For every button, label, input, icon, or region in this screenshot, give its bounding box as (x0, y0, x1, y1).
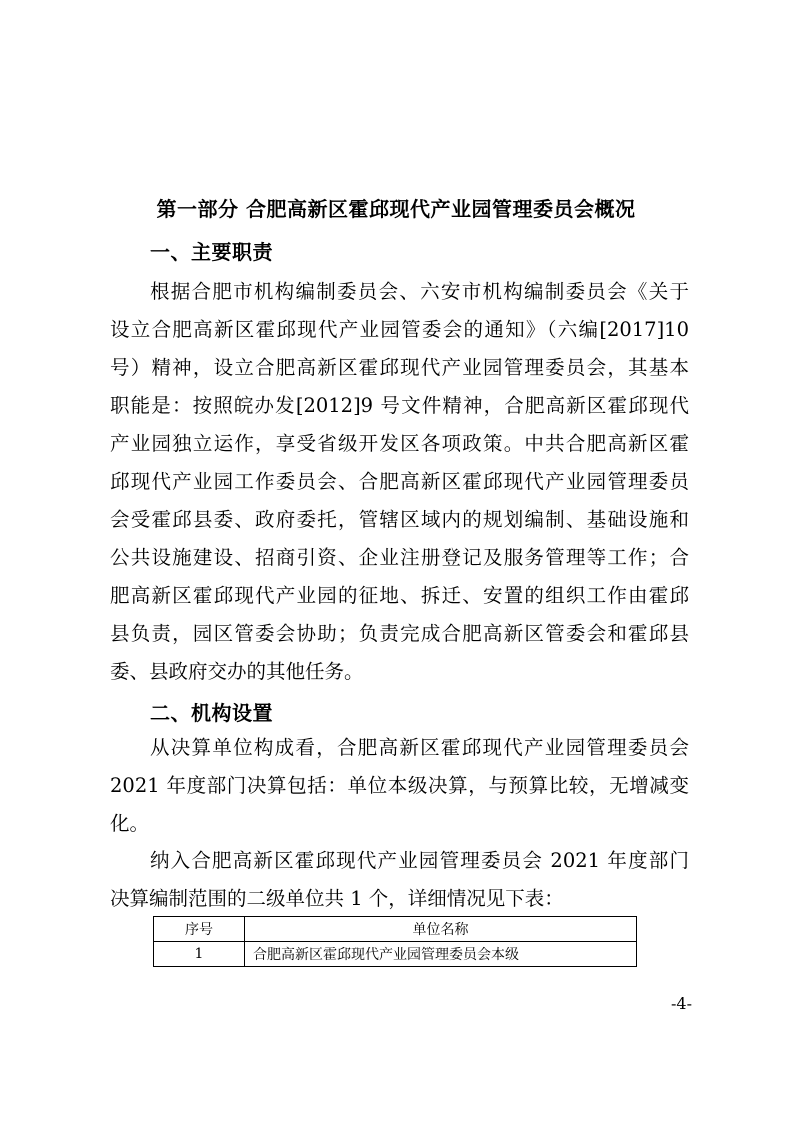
table-cell: 1 (154, 942, 245, 967)
page-title: 第一部分 合肥高新区霍邱现代产业园管理委员会概况 (156, 197, 636, 221)
paragraph-line: 县负责，园区管委会协助；负责完成合肥高新区管委会和霍邱县 (110, 622, 689, 645)
paragraph-line: 邱现代产业园工作委员会、合肥高新区霍邱现代产业园管理委员 (110, 470, 689, 493)
table-row (154, 942, 637, 967)
table-header-cell: 序号 (154, 917, 245, 942)
paragraph-line: 根据合肥市机构编制委员会、六安市机构编制委员会《关于 (150, 280, 689, 303)
paragraph-line: 产业园独立运作，享受省级开发区各项政策。中共合肥高新区霍 (110, 432, 689, 455)
paragraph-line: 职能是：按照皖办发[2012]9 号文件精神，合肥高新区霍邱现代 (110, 394, 689, 417)
paragraph-line: 纳入合肥高新区霍邱现代产业园管理委员会 2021 年度部门 (150, 849, 689, 872)
section-heading-organization: 二、机构设置 (150, 701, 273, 725)
section-heading-duties: 一、主要职责 (150, 240, 273, 264)
table-cell: 合肥高新区霍邱现代产业园管理委员会本级 (245, 942, 637, 967)
subunit-table (153, 916, 637, 967)
paragraph-line: 公共设施建设、招商引资、企业注册登记及服务管理等工作；合 (110, 546, 689, 569)
paragraph-line: 决算编制范围的二级单位共 1 个，详细情况见下表： (110, 887, 564, 910)
paragraph-line: 化。 (110, 812, 150, 835)
paragraph-line: 会受霍邱县委、政府委托，管辖区域内的规划编制、基础设施和 (110, 508, 689, 531)
table-header-cell: 单位名称 (245, 917, 637, 942)
page-number: -4- (671, 994, 692, 1013)
paragraph-line: 设立合肥高新区霍邱现代产业园管委会的通知》（六编[2017]10 (110, 318, 689, 341)
paragraph-line: 2021 年度部门决算包括：单位本级决算，与预算比较，无增减变 (110, 774, 689, 797)
table-header-row (154, 917, 637, 942)
paragraph-line: 肥高新区霍邱现代产业园的征地、拆迁、安置的组织工作由霍邱 (110, 584, 689, 607)
paragraph-line: 号）精神，设立合肥高新区霍邱现代产业园管理委员会，其基本 (110, 356, 689, 379)
paragraph-line: 从决算单位构成看，合肥高新区霍邱现代产业园管理委员会 (150, 736, 689, 759)
paragraph-line: 委、县政府交办的其他任务。 (110, 660, 364, 683)
